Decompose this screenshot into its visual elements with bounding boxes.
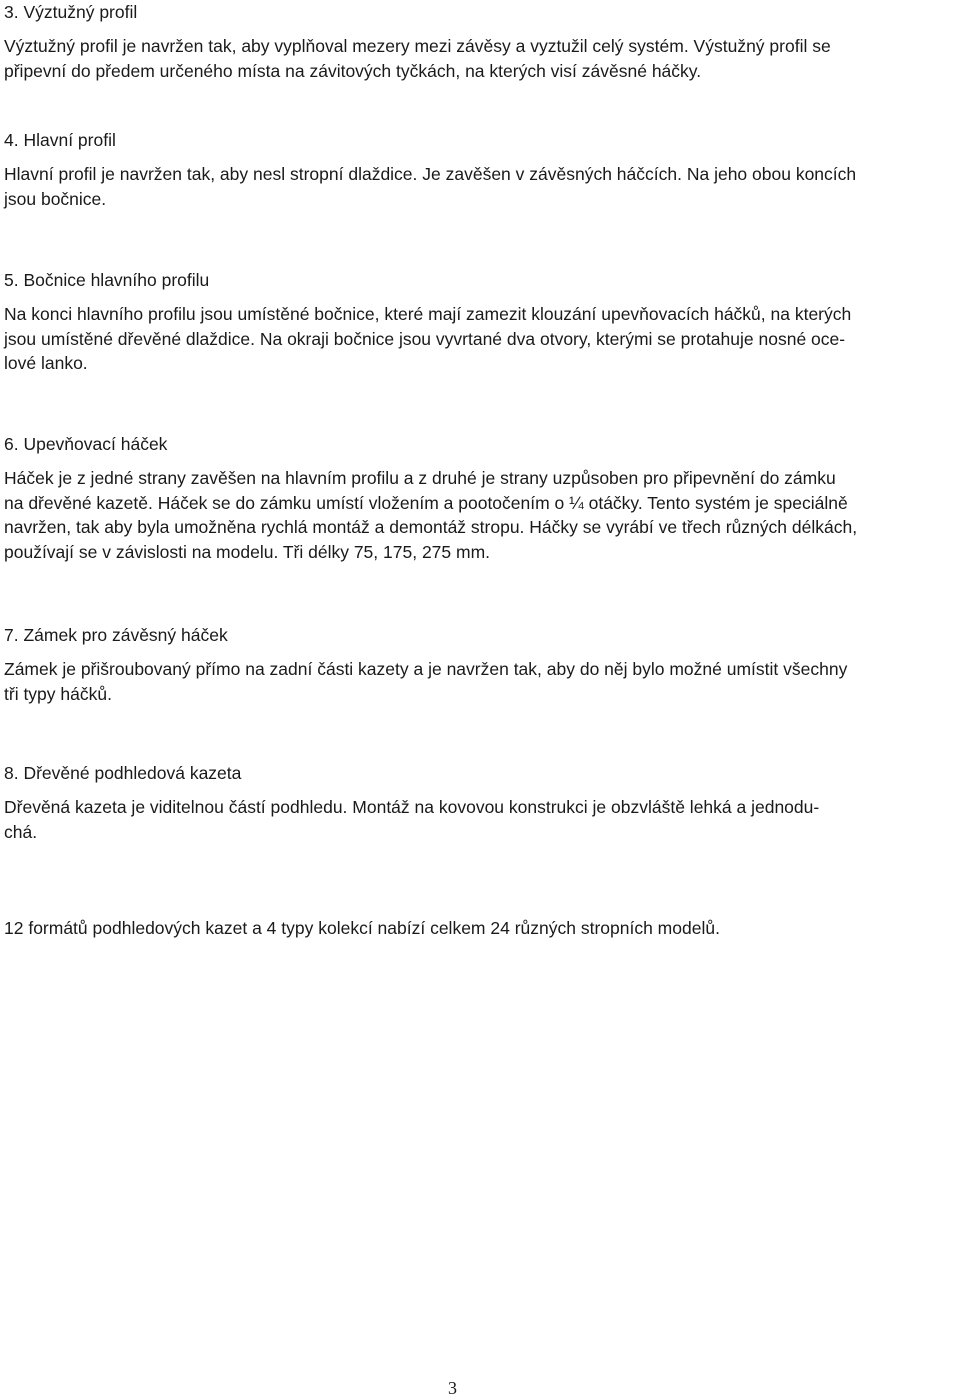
section-heading: 3. Výztužný profil: [4, 2, 138, 22]
paragraph-line: Na konci hlavního profilu jsou umístěné bočnice, které mají zamezit klouzání upevňovacích háčků, na kterých: [4, 304, 852, 324]
paragraph-line: jsou umístěné dřevěné dlaždice. Na okraji bočnice jsou vyvrtané dva otvory, kterými se protahuje nosné oce-: [4, 328, 846, 349]
section-hlavni-profil: [4, 128, 856, 211]
paragraph-line: navržen, tak aby byla umožněna rychlá montáž a demontáž stropu. Háčky se vyrábí ve třech různých délkách,: [4, 517, 858, 537]
section-paragraph: [4, 34, 831, 83]
section-heading: 8. Dřevěné podhledová kazeta: [4, 763, 242, 783]
paragraph-line: chá.: [4, 821, 38, 842]
section-heading: 6. Upevňovací háček: [4, 434, 168, 454]
section-paragraph: [4, 466, 857, 564]
paragraph-line: jsou bočnice.: [4, 188, 107, 209]
paragraph-line: připevní do předem určeného místa na závitových tyčkách, na kterých visí závěsné háčky.: [4, 60, 702, 81]
paragraph-line: Zámek je přišroubovaný přímo na zadní části kazety a je navržen tak, aby do něj bylo možné umístit všechny: [4, 659, 848, 679]
paragraph-line: používají se v závislosti na modelu. Tři délky 75, 175, 275 mm.: [4, 541, 491, 562]
section-vyztuzny-profil: [4, 0, 831, 83]
section-paragraph: [4, 657, 847, 706]
paragraph-line: tři typy háčků.: [4, 683, 112, 704]
section-paragraph: [4, 162, 856, 211]
section-heading: 4. Hlavní profil: [4, 130, 116, 150]
page-number: 3: [448, 1378, 457, 1398]
section-bocnice: [4, 268, 851, 376]
paragraph-line: na dřevěné kazetě. Háček se do zámku umístí vložením a pootočením o ¼ otáčky. Tento systém je speciálně: [4, 492, 848, 513]
section-heading: 7. Zámek pro závěsný háček: [4, 625, 228, 645]
section-heading: 5. Bočnice hlavního profilu: [4, 270, 210, 290]
section-zamek: [4, 623, 847, 706]
section-drevena-kazeta: [4, 761, 819, 844]
paragraph-line: Výztužný profil je navržen tak, aby vyplňoval mezery mezi závěsy a vyztužil celý systém. Výstužný profil se: [4, 36, 831, 56]
summary-paragraph: 12 formátů podhledových kazet a 4 typy kolekcí nabízí celkem 24 různých stropních modelů.: [4, 918, 720, 938]
section-paragraph: [4, 795, 819, 844]
section-upevnovaci-hacek: [4, 432, 857, 564]
paragraph-line: Hlavní profil je navržen tak, aby nesl stropní dlaždice. Je zavěšen v závěsných háčcích. Na jeho obou koncích: [4, 164, 857, 184]
paragraph-line: Háček je z jedné strany zavěšen na hlavním profilu a z druhé je strany uzpůsoben pro připevnění do zámku: [4, 468, 836, 488]
paragraph-line: lové lanko.: [4, 353, 88, 373]
section-paragraph: [4, 302, 851, 376]
paragraph-line: Dřevěná kazeta je viditelnou částí podhledu. Montáž na kovovou konstrukci je obzvláště lehká a jednodu-: [4, 797, 820, 817]
